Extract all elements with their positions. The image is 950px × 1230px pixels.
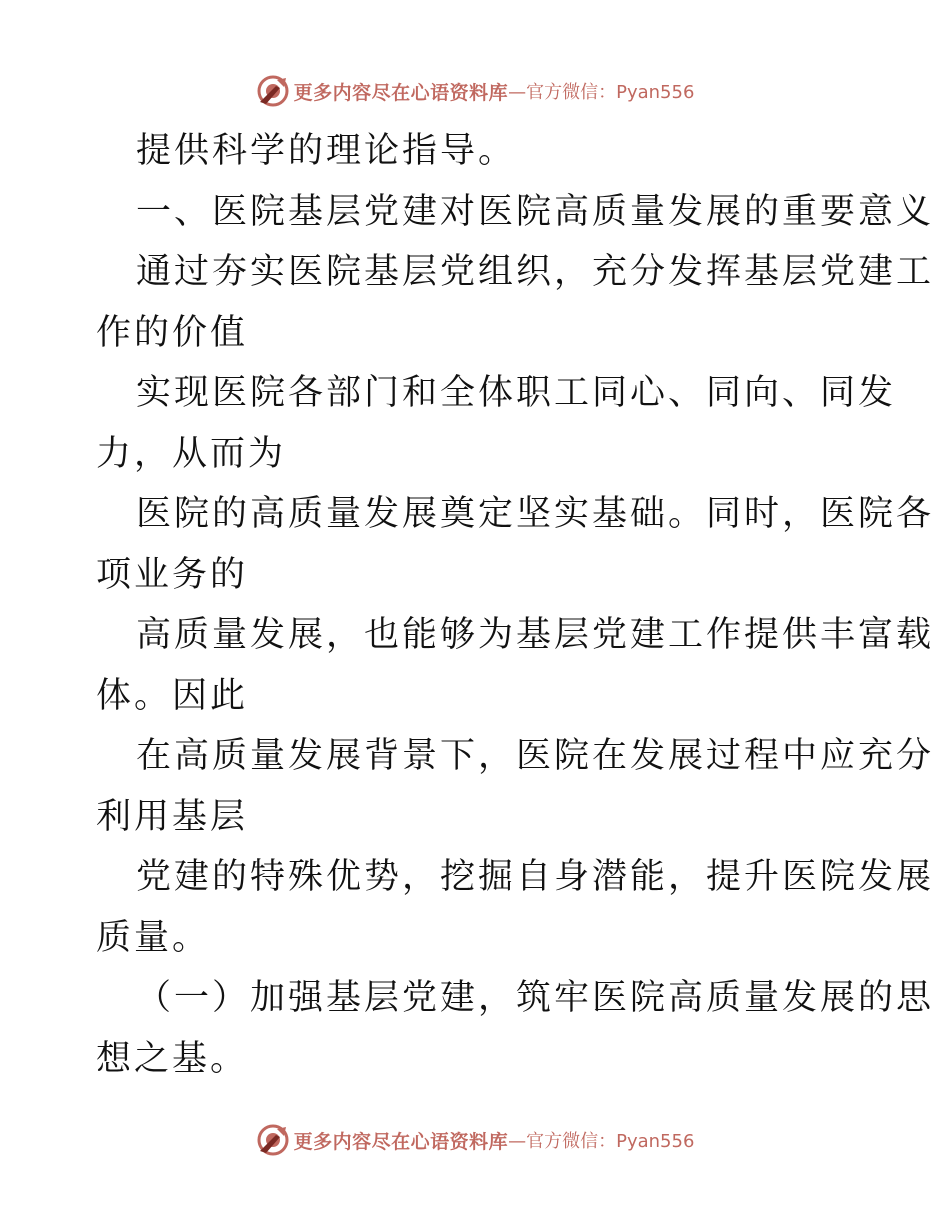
body-line: 高质量发展，也能够为基层党建工作提供丰富载 xyxy=(136,615,935,655)
body-line: 项业务的 xyxy=(96,554,249,595)
body-line: 在高质量发展背景下，医院在发展过程中应充分 xyxy=(136,736,935,776)
header-banner xyxy=(0,71,950,111)
subsection-heading: （一）加强基层党建，筑牢医院高质量发展的思 xyxy=(136,978,935,1018)
banner-wechat: —官方微信：Pyan556 xyxy=(508,82,695,103)
banner-title: 更多内容尽在心语资料库 xyxy=(293,1130,509,1153)
brand-logo-icon xyxy=(256,1123,290,1157)
body-line: 作的价值 xyxy=(96,312,249,353)
brand-logo-icon xyxy=(256,74,290,108)
section-heading: 一、医院基层党建对医院高质量发展的重要意义 xyxy=(136,191,935,232)
body-line: 体。因此 xyxy=(96,675,249,716)
banner-wechat: —官方微信：Pyan556 xyxy=(508,1131,695,1152)
document-body xyxy=(96,121,935,1089)
banner-title: 更多内容尽在心语资料库 xyxy=(293,81,509,104)
body-line: 通过夯实医院基层党组织，充分发挥基层党建工 xyxy=(136,252,935,292)
body-line: 力，从而为 xyxy=(96,433,287,474)
body-line: 利用基层 xyxy=(96,796,249,837)
body-line: 党建的特殊优势，挖掘自身潜能，提升医院发展 xyxy=(136,857,935,897)
footer-banner xyxy=(0,1120,950,1160)
body-line: 实现医院各部门和全体职工同心、同向、同发 xyxy=(136,373,897,413)
body-line: 提供科学的理论指导。 xyxy=(136,131,517,171)
body-line: 医院的高质量发展奠定坚实基础。同时，医院各 xyxy=(136,494,935,534)
body-line: 质量。 xyxy=(96,917,211,958)
body-line: 想之基。 xyxy=(96,1038,249,1079)
